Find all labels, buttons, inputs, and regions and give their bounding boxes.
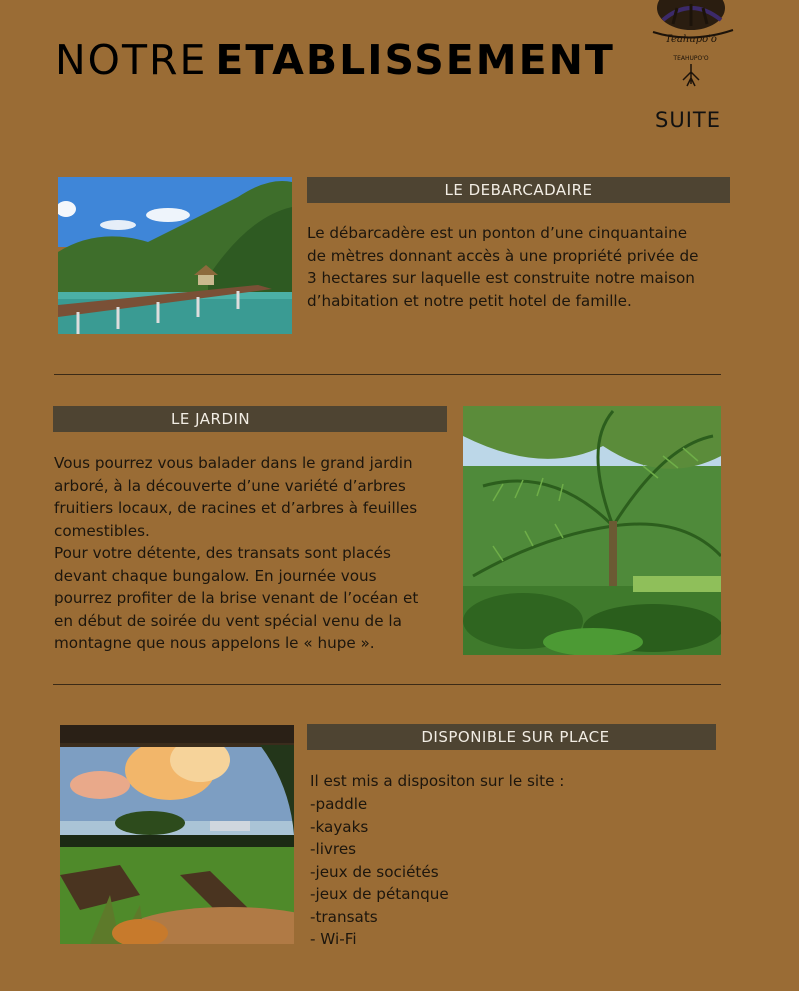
divider-1 xyxy=(54,374,721,375)
section-heading-debarcadaire: LE DEBARCADAIRE xyxy=(307,177,730,203)
svg-text:Teahupo'o: Teahupo'o xyxy=(665,34,717,45)
title-bold: ETABLISSEMENT xyxy=(215,36,615,84)
amenities-list xyxy=(310,793,610,951)
divider-2 xyxy=(53,684,721,685)
list-item: -jeux de pétanque xyxy=(310,885,449,903)
disponible-photo xyxy=(60,725,294,944)
list-item: -livres xyxy=(310,840,357,858)
section-heading-jardin-label: LE JARDIN xyxy=(171,410,251,428)
disponible-intro: Il est mis a dispositon sur le site : xyxy=(310,772,565,790)
debarcadaire-text: Le débarcadère est un ponton d’une cinquantaine de mètres donnant accès à une propriété privée de 3 hectares sur laquelle est construite notre maison d’habitation et notre petit hotel de famille. xyxy=(307,224,699,310)
page-subtitle: SUITE xyxy=(655,108,721,132)
list-item: -transats xyxy=(310,907,378,926)
jardin-photo xyxy=(463,406,721,655)
list-item: - Wi-Fi xyxy=(310,930,357,948)
debarcadere-photo xyxy=(58,177,292,334)
page-title xyxy=(55,36,615,84)
list-item: -jeux de sociétés xyxy=(310,862,439,881)
list-item: -kayaks xyxy=(310,817,369,836)
list-item: -paddle xyxy=(310,795,368,813)
section-heading-disponible: DISPONIBLE SUR PLACE xyxy=(307,724,716,750)
hotel-logo xyxy=(643,0,741,88)
section-heading-jardin xyxy=(53,406,447,432)
jardin-text: Vous pourrez vous balader dans le grand jardin arboré, à la découverte d’une variété d’arbres fruitiers locaux, de racines et d’arbres à feuilles comestibles. Pour votre détente, des transats sont placés devant chaque bungalow. En journée vous pourrez profiter de la brise venant de l’océan et en début de soirée du vent spécial venu de la montagne que nous appelons le « hupe ». xyxy=(54,454,419,652)
title-light: NOTRE xyxy=(55,36,208,84)
logo-text: TEAHUPO'O xyxy=(673,55,709,62)
